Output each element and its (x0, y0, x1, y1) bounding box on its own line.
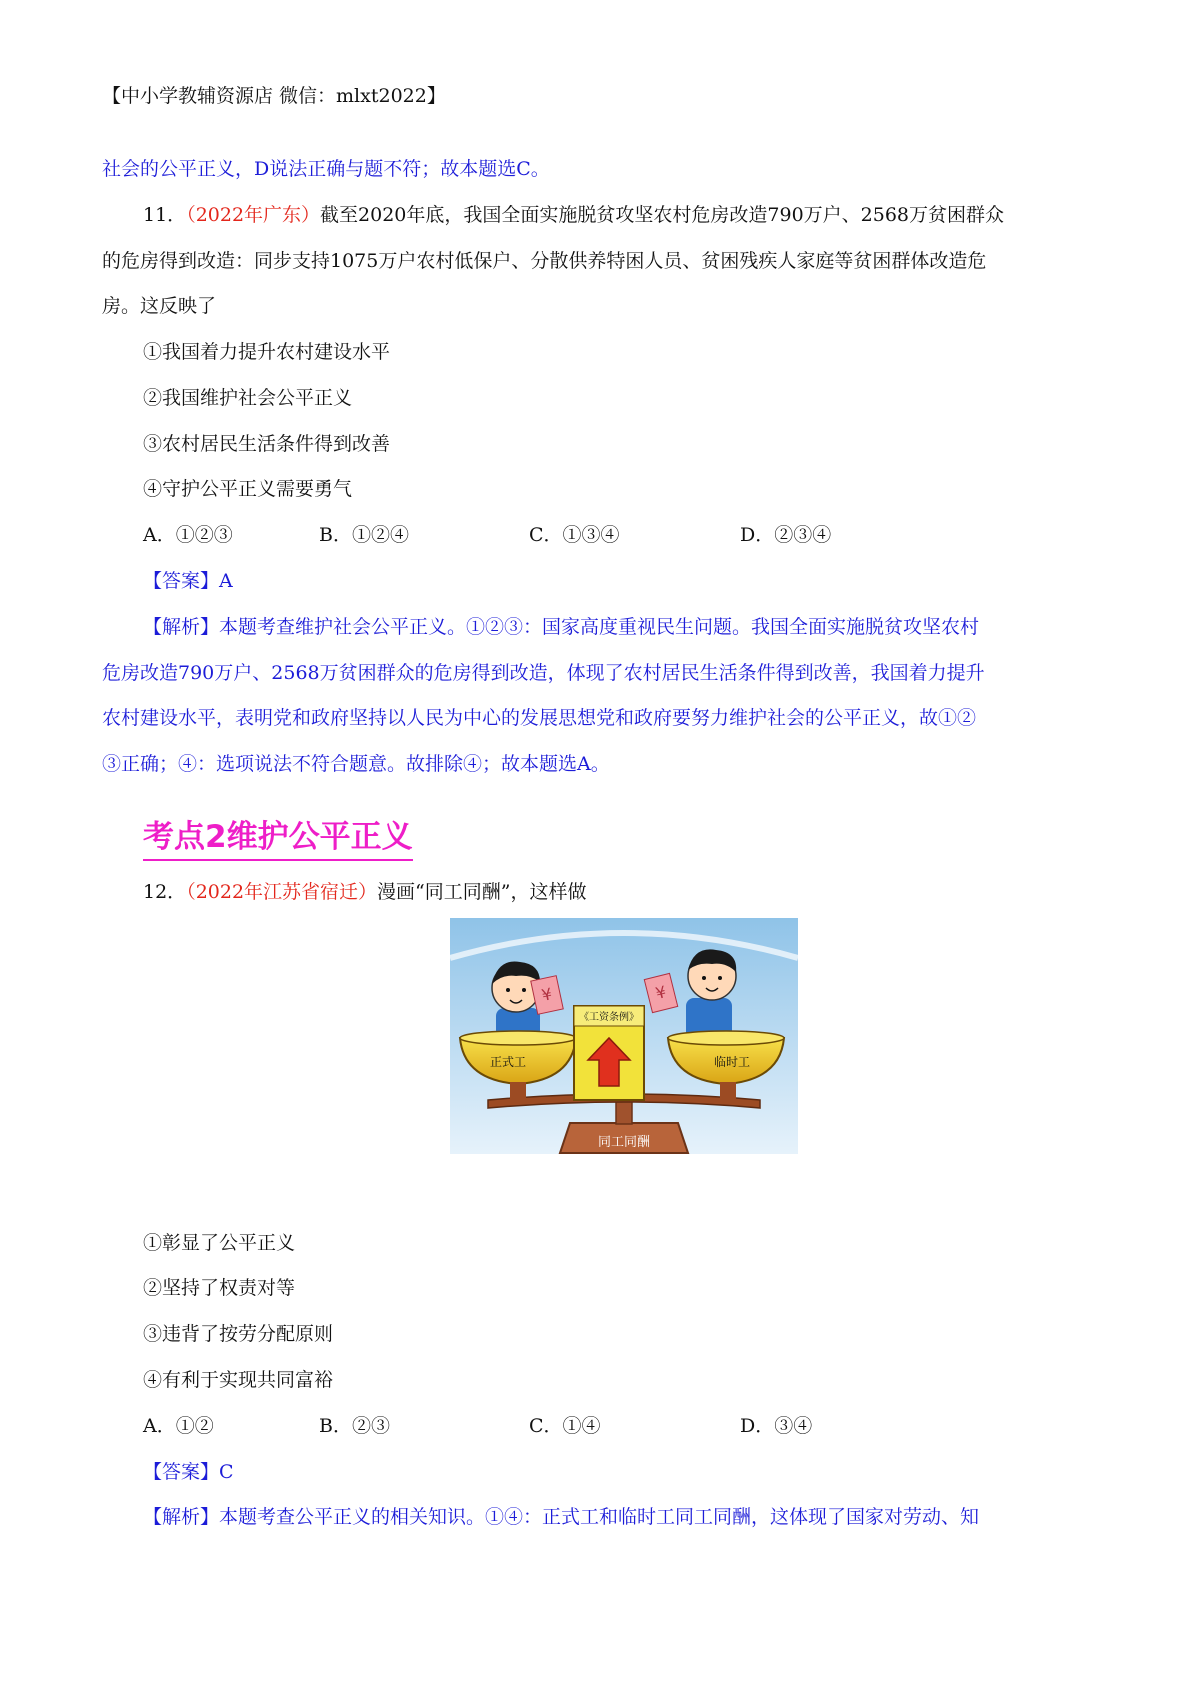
q11-analysis-line-1: 【解析】本题考查维护社会公平正义。①②③：国家高度重视民生问题。我国全面实施脱贫攻坚农村 (143, 616, 980, 638)
book-label: 《工资条例》 (579, 1012, 639, 1023)
q11-analysis-line-2: 危房改造790万户、2568万贫困群众的危房得到改造，体现了农村居民生活条件得到改善，我国着力提升 (102, 662, 985, 684)
previous-analysis-tail: 社会的公平正义，D说法正确与题不符；故本题选C。 (102, 158, 550, 180)
wage-regulations-book (574, 1006, 644, 1100)
q11-stem-line-2: 的危房得到改造：同步支持1075万户农村低保户、分散供养特困人员、贫困残疾人家庭等贫困群体改造危 (102, 250, 987, 272)
q11-option-d: D．②③④ (740, 524, 832, 546)
q12-option-b: B．②③ (319, 1415, 390, 1437)
right-pan-label: 临时工 (713, 1055, 751, 1069)
q12-option-a: A．①② (143, 1415, 214, 1437)
left-currency: ¥ (539, 984, 554, 1005)
q12-stem (143, 877, 586, 907)
q12-stem-text: 漫画“同工同酬”，这样做 (377, 881, 587, 903)
q12-option-c: C．①④ (529, 1415, 601, 1437)
q12-source: （2022年江苏省宿迁） (186, 881, 378, 903)
q12-statement: ②坚持了权责对等 (143, 1277, 296, 1299)
q11-analysis-line-4: ③正确；④：选项说法不符合题意。故排除④；故本题选A。 (102, 753, 610, 775)
header-watermark: 【中小学教辅资源店 微信：mlxt2022】 (102, 85, 446, 107)
q12-answer: 【答案】C (143, 1461, 234, 1483)
q11-stem-line-1 (143, 200, 1004, 230)
right-currency: ¥ (653, 982, 669, 1003)
q12-statement: ④有利于实现共同富裕 (143, 1369, 334, 1391)
q11-option-b: B．①②④ (319, 524, 409, 546)
q12-option-d: D．③④ (740, 1415, 813, 1437)
section-heading: 考点2维护公平正义 (143, 815, 413, 861)
q11-number: 11． (143, 204, 187, 226)
q11-answer: 【答案】A (143, 570, 233, 592)
q11-source: （2022年广东） (186, 204, 321, 226)
q11-analysis-line-3: 农村建设水平，表明党和政府坚持以人民为中心的发展思想党和政府要努力维护社会的公平正义，故①② (102, 707, 977, 729)
q11-stem-text: 截至2020年底，我国全面实施脱贫攻坚农村危房改造790万户、2568万贫困群众 (320, 204, 1005, 226)
q11-statement: ②我国维护社会公平正义 (143, 387, 353, 409)
q11-statement: ①我国着力提升农村建设水平 (143, 341, 391, 363)
q11-stem-line-3: 房。这反映了 (102, 295, 217, 317)
q11-statement: ④守护公平正义需要勇气 (143, 478, 353, 500)
left-pan-label: 正式工 (489, 1055, 527, 1069)
q12-analysis-line-1: 【解析】本题考查公平正义的相关知识。①④：正式工和临时工同工同酬，这体现了国家对劳动、知 (143, 1506, 980, 1528)
q12-statement: ①彰显了公平正义 (143, 1232, 296, 1254)
q11-option-c: C．①③④ (529, 524, 620, 546)
q12-statement: ③违背了按劳分配原则 (143, 1323, 334, 1345)
q11-statement: ③农村居民生活条件得到改善 (143, 433, 391, 455)
q11-option-a: A．①②③ (143, 524, 233, 546)
q12-number: 12． (143, 881, 187, 903)
equal-pay-cartoon (450, 918, 798, 1154)
base-label: 同工同酬 (597, 1135, 651, 1150)
